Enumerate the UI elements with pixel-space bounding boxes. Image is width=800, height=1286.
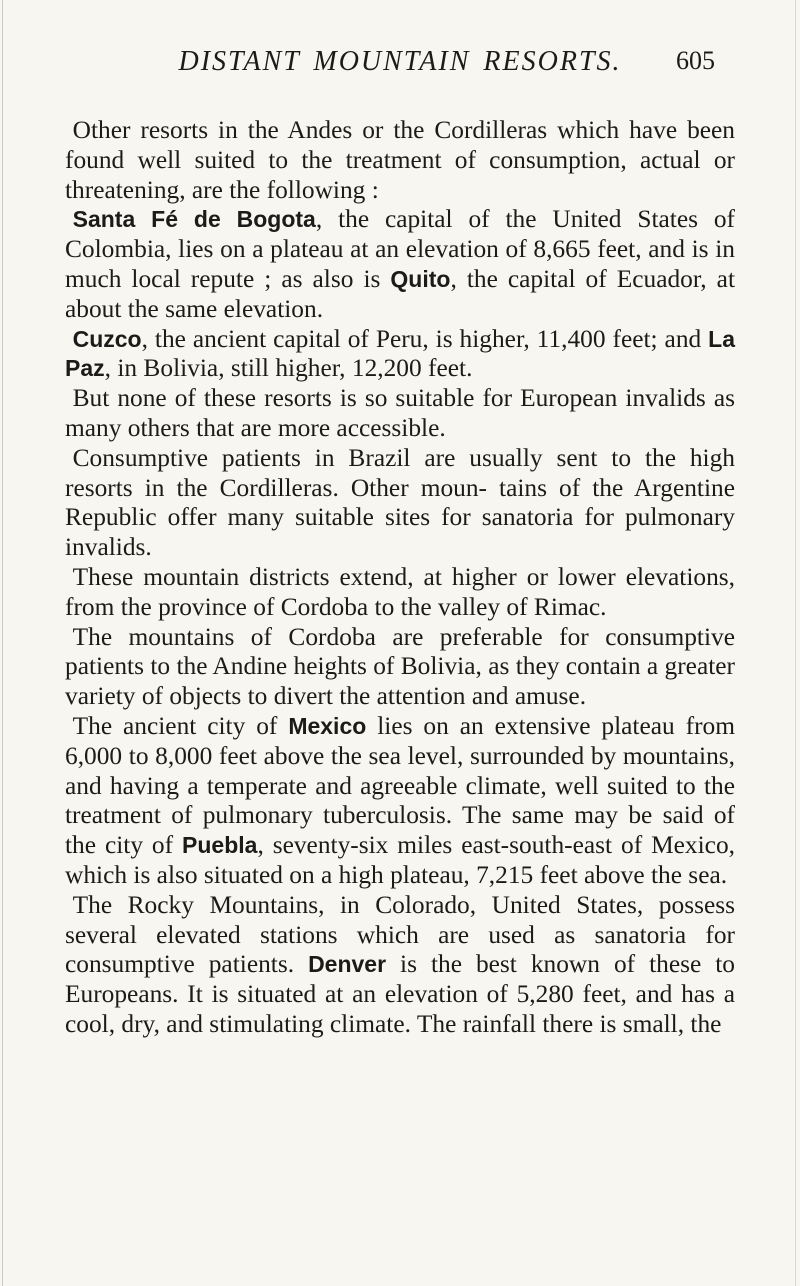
text-run: , the capital of Ecuador, at about the same elevation. [65, 264, 735, 323]
body-text [65, 116, 735, 1040]
paragraph-2 [65, 205, 735, 324]
paragraph-6 [65, 563, 735, 623]
place-name-cuzco: Cuzco [72, 325, 142, 352]
page-number: 605 [676, 46, 715, 75]
text-run: , the capital of the United States of Colombia, lies on a plateau at an elevation of 8,665 feet, and is in much local repute ; as also is [65, 205, 736, 293]
text-run: The Rocky Mountains, in Colorado, United States, possess several elevated stations which are used as sanatoria for consumptive patients. [65, 890, 735, 979]
running-head: DISTANT MOUNTAIN RESORTS. [178, 46, 622, 77]
text-run: , seventy-six miles east-south-east of Mexico, which is also situated on a high plateau, 7,215 feet above the sea. [65, 831, 735, 889]
place-name-denver: Denver [308, 951, 387, 978]
place-name-mexico: Mexico [288, 712, 367, 739]
paragraph-7 [65, 623, 735, 712]
text-run: The ancient city of [72, 711, 289, 740]
page-edge-right [795, 0, 796, 1286]
paragraph-5 [65, 444, 735, 563]
text-run: is the best known of these to Europeans. It is situated at an elevation of 5,280 feet, and has a cool, dry, and stimulating climate. The rainfall there is small, the [65, 950, 735, 1038]
text-run: , in Bolivia, still higher, 12,200 feet. [104, 354, 473, 383]
place-name-la-paz: La Paz [65, 325, 735, 382]
paragraph-8 [65, 712, 735, 891]
text-run: , the ancient capital of Peru, is higher, 11,400 feet; and [141, 324, 709, 353]
paragraph-4 [65, 384, 735, 444]
text-run: lies on an extensive plateau from 6,000 to 8,000 feet above the sea level, surrounded by mountains, and having a temperate and agreeable climate, well suited to the treatment of pulmonary tuberculosis. The same may be said of the city of [65, 711, 735, 860]
page-header [0, 46, 800, 86]
place-name-quito: Quito [390, 265, 451, 292]
page-edge-left [2, 0, 3, 1286]
place-name-bogota: Santa Fé de Bogota [72, 206, 316, 233]
text-run: Consumptive patients in Brazil are usually sent to the high resorts in the Cordilleras. Other moun- tains of the Argentine Republic offer many suitable sites for sanatoria for pulmonary invalids. [65, 443, 735, 562]
text-run: But none of these resorts is so suitable for European invalids as many others that are more accessible. [65, 384, 735, 442]
text-run: These mountain districts extend, at higher or lower elevations, from the province of Cordoba to the valley of Rimac. [65, 562, 735, 621]
text-run: The mountains of Cordoba are preferable for consumptive patients to the Andine heights of Bolivia, as they contain a greater variety of objects to divert the attention and amuse. [65, 622, 735, 711]
place-name-puebla: Puebla [182, 832, 258, 859]
paragraph-3 [65, 325, 735, 385]
paragraph-9 [65, 891, 735, 1040]
text-run: Other resorts in the Andes or the Cordilleras which have been found well suited to the treatment of consumption, actual or threatening, are the following : [65, 116, 735, 204]
paragraph-1 [65, 116, 735, 205]
